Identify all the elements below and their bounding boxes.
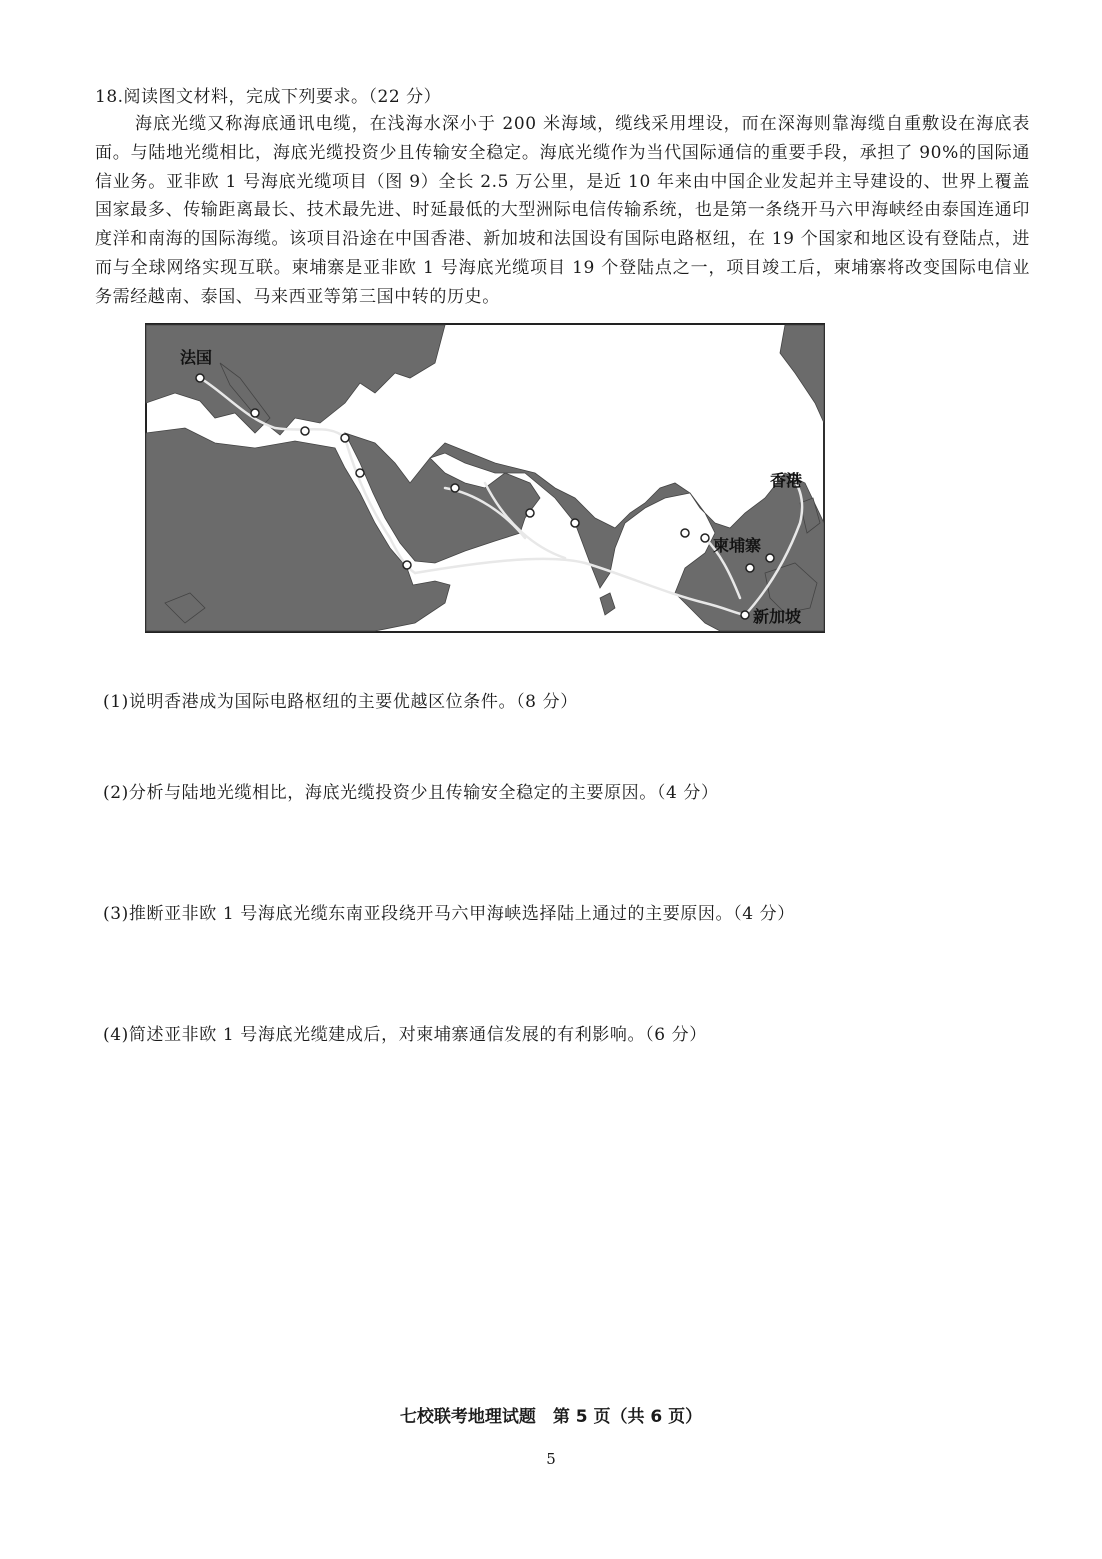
sub-question-1: (1)说明香港成为国际电路枢纽的主要优越区位条件。（8 分） — [103, 692, 578, 712]
landing-point-pakistan — [526, 509, 534, 517]
landing-point-india — [571, 519, 579, 527]
landing-point-oman — [451, 484, 459, 492]
landing-point-thailand — [701, 534, 709, 542]
map-svg — [145, 323, 825, 633]
label-hongkong: 香港 — [770, 471, 803, 490]
sub-question-2: (2)分析与陆地光缆相比，海底光缆投资少且传输安全稳定的主要原因。（4 分） — [103, 783, 719, 803]
footer-title: 七校联考地理试题 第 5 页（共 6 页） — [399, 1407, 703, 1427]
landing-point-djibouti — [403, 561, 411, 569]
landing-point-greece — [301, 427, 309, 435]
landing-point-italy — [251, 409, 259, 417]
sub-question-3: (3)推断亚非欧 1 号海底光缆东南亚段绕开马六甲海峡选择陆上通过的主要原因。（4 分） — [103, 904, 795, 924]
landing-point-singapore — [741, 611, 749, 619]
cable-route-map — [145, 323, 825, 633]
landing-point-egypt — [341, 434, 349, 442]
landing-point-vietnam — [766, 554, 774, 562]
question-title: 18.阅读图文材料，完成下列要求。（22 分） — [95, 87, 442, 107]
landing-point-redsea — [356, 469, 364, 477]
label-france: 法国 — [180, 348, 213, 367]
page-number: 5 — [546, 1450, 556, 1468]
label-singapore: 新加坡 — [753, 607, 802, 626]
sub-question-4: (4)简述亚非欧 1 号海底光缆建成后，对柬埔寨通信发展的有利影响。（6 分） — [103, 1025, 707, 1045]
material-paragraph: 海底光缆又称海底通讯电缆，在浅海水深小于 200 米海域，缆线采用埋设，而在深海则靠海缆自重敷设在海底表面。与陆地光缆相比，海底光缆投资少且传输安全稳定。海底光缆作为当代国际通信的重要手段，承担了 90%的国际通信业务。亚非欧 1 号海底光缆项目（图 9）全长 2.5 万公里，是近 10 年来由中国企业发起并主导建设的、世界上覆盖国家最多、传输距离最长、技术最先进、时延最低的大型洲际电信传输系统，也是第一条绕开马六甲海峡经由泰国连通印度洋和南海的国际海缆。该项目沿途在中国香港、新加坡和法国设有国际电路枢纽，在 19 个国家和地区设有登陆点，进而与全球网络实现互联。柬埔寨是亚非欧 1 号海底光缆项目 19 个登陆点之一，项目竣工后，柬埔寨将改变国际电信业务需经越南、泰国、马来西亚等第三国中转的历史。 — [95, 114, 1030, 307]
landing-point-france — [196, 374, 204, 382]
landing-point-cambodia — [746, 564, 754, 572]
landing-point-myanmar — [681, 529, 689, 537]
label-cambodia: 柬埔寨 — [713, 536, 762, 555]
